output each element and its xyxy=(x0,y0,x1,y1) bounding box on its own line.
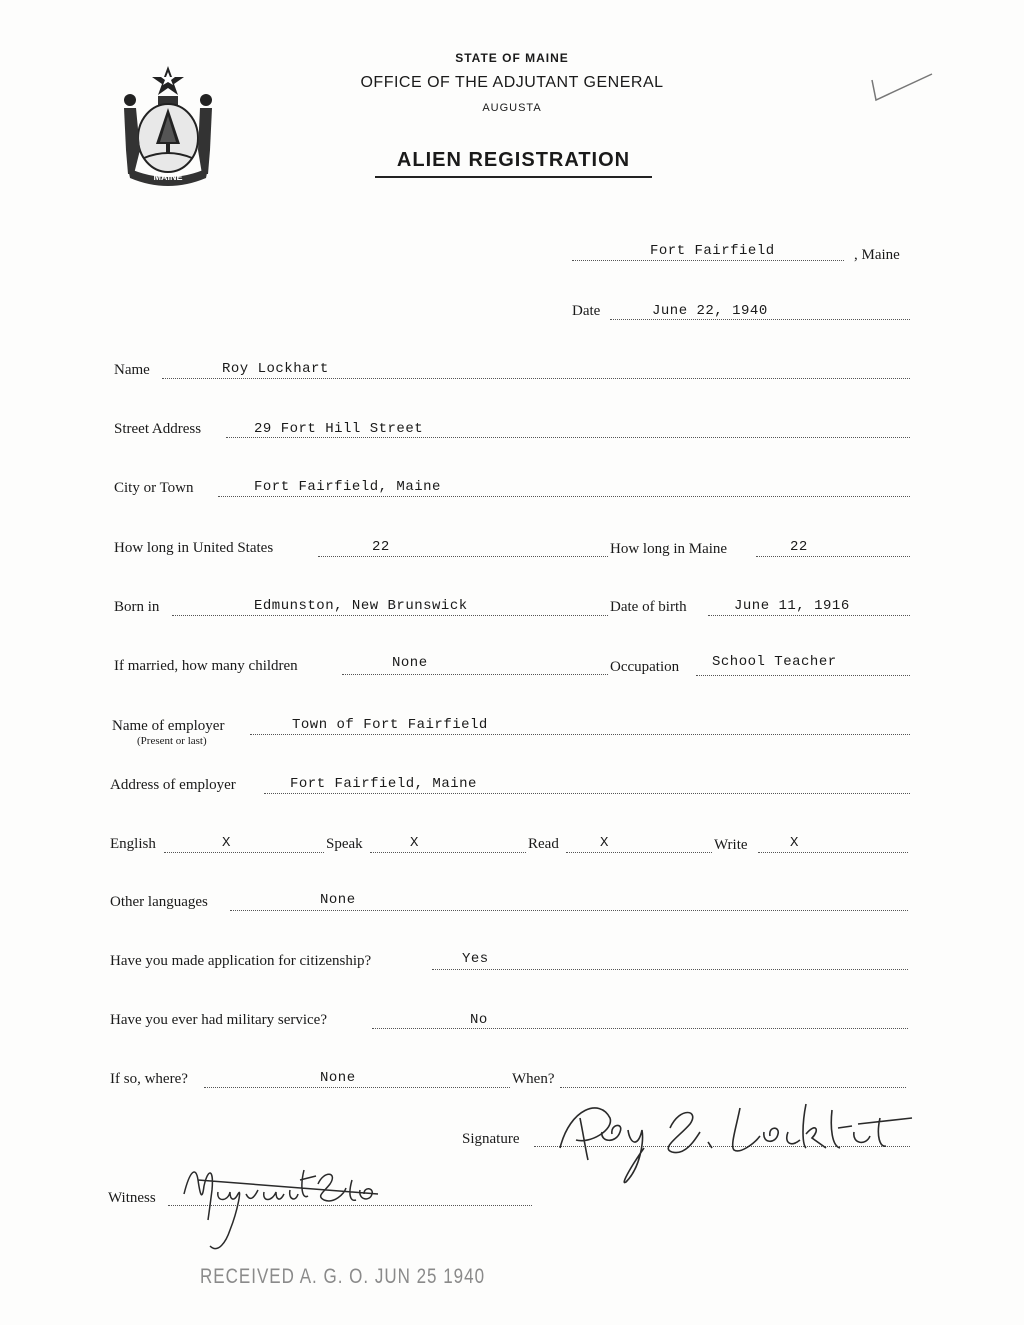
write-label: Write xyxy=(714,837,748,853)
citizenship-label: Have you made application for citizenship? xyxy=(110,953,372,969)
how-long-maine-label: How long in Maine xyxy=(610,541,728,557)
applicant-signature xyxy=(540,1088,920,1188)
employer-address-label: Address of employer xyxy=(110,777,236,793)
employer-label: Name of employer xyxy=(112,718,225,734)
military-line xyxy=(372,1028,908,1029)
form-title: ALIEN REGISTRATION xyxy=(375,149,652,178)
write-line xyxy=(758,852,908,853)
english-value: X xyxy=(222,835,231,851)
english-line xyxy=(164,852,324,853)
how-long-maine-value: 22 xyxy=(790,539,808,555)
other-languages-value: None xyxy=(320,892,356,908)
how-long-us-line xyxy=(318,556,608,557)
born-in-value: Edmunston, New Brunswick xyxy=(254,598,468,614)
name-value: Roy Lockhart xyxy=(222,361,329,377)
speak-value: X xyxy=(410,835,419,851)
write-value: X xyxy=(790,835,799,851)
dob-line xyxy=(708,615,910,616)
received-stamp: RECEIVED A. G. O. JUN 25 1940 xyxy=(200,1264,486,1288)
other-languages-line xyxy=(230,910,908,911)
read-value: X xyxy=(600,835,609,851)
employer-address-line xyxy=(264,793,910,794)
witness-label: Witness xyxy=(108,1190,156,1206)
place-value: Fort Fairfield xyxy=(650,243,775,259)
where-label: If so, where? xyxy=(110,1071,188,1087)
military-label: Have you ever had military service? xyxy=(110,1012,327,1028)
citizenship-value: Yes xyxy=(462,951,489,967)
occupation-label: Occupation xyxy=(610,659,680,675)
date-line xyxy=(610,319,910,320)
occupation-line xyxy=(696,675,910,676)
name-label: Name xyxy=(114,362,150,378)
date-value: June 22, 1940 xyxy=(652,303,768,319)
how-long-us-label: How long in United States xyxy=(114,540,274,556)
check-mark-icon xyxy=(866,70,936,104)
header-city: AUGUSTA xyxy=(482,102,542,114)
occupation-value: School Teacher xyxy=(712,654,837,670)
city-value: Fort Fairfield, Maine xyxy=(254,479,441,495)
english-label: English xyxy=(110,836,156,852)
born-in-line xyxy=(172,615,608,616)
dob-value: June 11, 1916 xyxy=(734,598,850,614)
military-value: No xyxy=(470,1012,488,1028)
city-line xyxy=(218,496,910,497)
date-label: Date xyxy=(572,303,601,319)
children-label: If married, how many children xyxy=(114,658,298,674)
witness-signature xyxy=(168,1150,398,1260)
born-in-label: Born in xyxy=(114,599,160,615)
place-line xyxy=(572,260,844,261)
where-line xyxy=(204,1087,510,1088)
header-office: OFFICE OF THE ADJUTANT GENERAL xyxy=(360,74,664,91)
city-label: City or Town xyxy=(114,480,194,496)
employer-address-value: Fort Fairfield, Maine xyxy=(290,776,477,792)
children-value: None xyxy=(392,655,428,671)
header-state: STATE OF MAINE xyxy=(455,51,569,65)
speak-label: Speak xyxy=(326,836,363,852)
other-languages-label: Other languages xyxy=(110,894,208,910)
children-line xyxy=(342,674,608,675)
employer-line xyxy=(250,734,910,735)
employer-sublabel: (Present or last) xyxy=(137,735,207,747)
read-line xyxy=(566,852,712,853)
how-long-maine-line xyxy=(756,556,910,557)
street-value: 29 Fort Hill Street xyxy=(254,421,424,437)
signature-label: Signature xyxy=(462,1131,520,1147)
place-suffix: , Maine xyxy=(854,247,900,263)
seal-banner-text: MAINE xyxy=(153,172,183,182)
speak-line xyxy=(370,852,526,853)
employer-value: Town of Fort Fairfield xyxy=(292,717,488,733)
street-label: Street Address xyxy=(114,421,202,437)
when-label: When? xyxy=(512,1071,555,1087)
name-line xyxy=(162,378,910,379)
dob-label: Date of birth xyxy=(610,599,687,615)
where-value: None xyxy=(320,1070,356,1086)
street-line xyxy=(226,437,910,438)
how-long-us-value: 22 xyxy=(372,539,390,555)
read-label: Read xyxy=(528,836,559,852)
citizenship-line xyxy=(432,969,908,970)
